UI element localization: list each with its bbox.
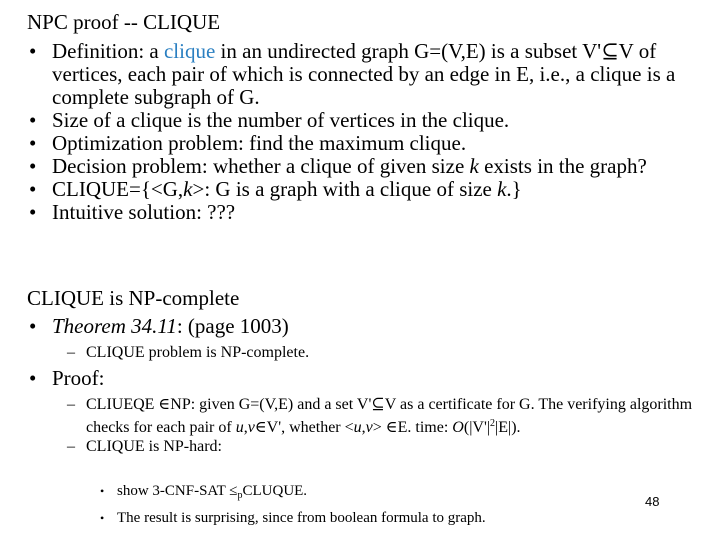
theorem-sub-list [67, 343, 707, 362]
clique-language-bullet: • CLIQUE={<G,k>: G is a graph with a clique of size k.} [27, 178, 702, 201]
section-title: CLIQUE is NP-complete [27, 286, 240, 310]
theorem-bullet-list [27, 315, 702, 338]
optimization-bullet: • Optimization problem: find the maximum clique. [27, 132, 702, 155]
intuitive-bullet: • Intuitive solution: ??? [27, 201, 702, 224]
proof-hard-sub-list [100, 480, 580, 529]
reduction-item: • show $3-CNF-SAT \le_pCLUQUE$. [100, 480, 580, 507]
clique-keyword: clique [163, 39, 216, 63]
theorem-bullet: • Theorem 34.11: (page 1003) [27, 315, 702, 338]
proof-hard-item: – CLIQUE is NP-hard: [67, 437, 707, 456]
slide-title: NPC proof -- CLIQUE [27, 10, 221, 34]
proof-bullet: • Proof: [27, 367, 702, 390]
surprising-item: • The result is surprising, since from boolean formula to graph. [100, 507, 580, 529]
theorem-sub-item: – CLIQUE problem is NP-complete. [67, 343, 707, 362]
page-number: 48 [645, 494, 660, 509]
proof-bullet-list [27, 367, 702, 390]
proof-sub-list [67, 395, 707, 456]
size-bullet: • Size of a clique is the number of vertices in the clique. [27, 109, 702, 132]
proof-np-item: – CLIUEQE ∈NP: given G=(V,E) and a set V'⊆V as a certificate for G. The verifying algorithm checks for each pair of u,v∈V', whether <u,v> ∈E. time: $O(|V'|^2|E|)$. [67, 395, 707, 437]
definition-bullet: • Definition: a clique in an undirected graph G=(V,E) is a subset V'⊆V of vertices, each pair of which is connected by an edge in E, i.e., a clique is a complete subgraph of G. [27, 40, 702, 109]
intro-bullet-list [27, 40, 702, 224]
decision-bullet: • Decision problem: whether a clique of given size k exists in the graph? [27, 155, 702, 178]
